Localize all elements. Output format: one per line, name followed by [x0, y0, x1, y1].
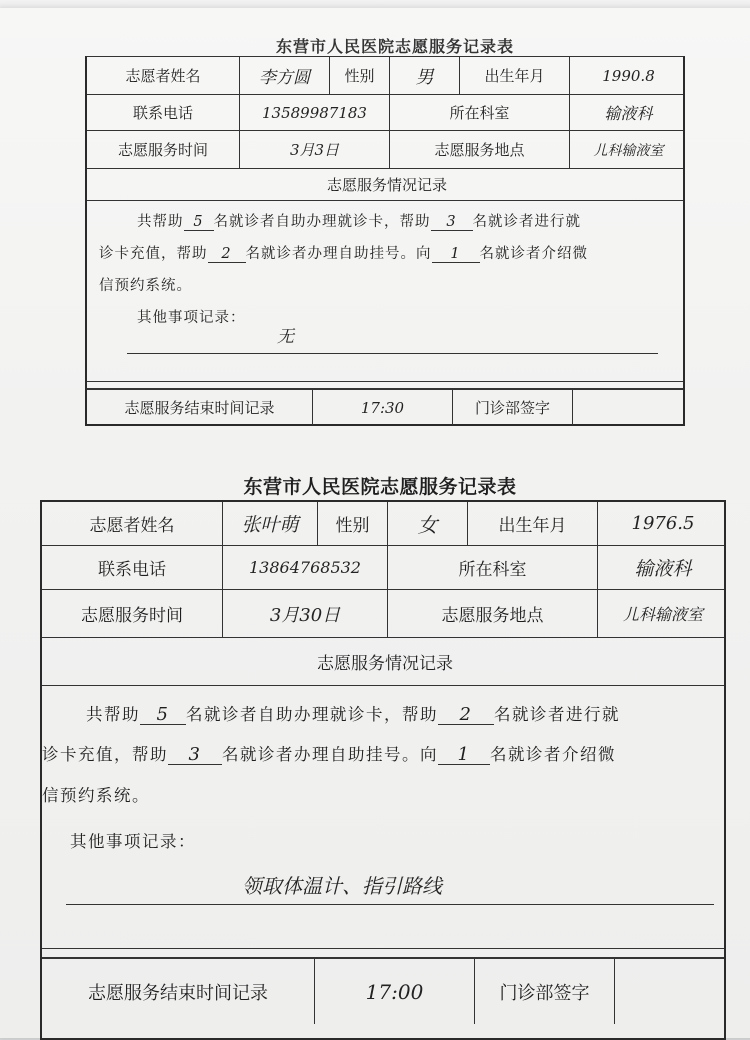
form2-record-header: 志愿服务情况记录: [317, 654, 453, 674]
form1-end-label: 志愿服务结束时间记录: [124, 399, 275, 417]
form2-help-card: 5: [140, 706, 186, 725]
form1: [85, 56, 685, 426]
form1-end-value: 17:30: [312, 390, 452, 425]
form2-sign-value[interactable]: [614, 959, 728, 1024]
form2-end-label: 志愿服务结束时间记录: [88, 982, 268, 1004]
form1-row-record: [87, 201, 683, 389]
form2-other-note: 领取体温计、指引路线: [242, 874, 442, 898]
form2-para-line1: [86, 706, 620, 725]
form2-help-register: 3: [168, 746, 222, 765]
form2-name-label: 志愿者姓名: [89, 516, 175, 536]
form1-birth-label: 出生年月: [459, 57, 569, 94]
form2-text-card: 名就诊者自助办理就诊卡，帮助: [186, 705, 438, 724]
form1-other-label: 其他事项记录：: [137, 310, 246, 326]
form1-text-recharge2: 诊卡充值，帮助: [99, 246, 208, 262]
form2-dept-value: 输液科: [597, 546, 728, 589]
form2-text-recharge1: 名就诊者进行就: [494, 705, 620, 724]
form1-text-card: 名就诊者自助办理就诊卡，帮助: [213, 214, 431, 230]
form1-row-record-header: [87, 169, 683, 201]
form1-note-line: [127, 353, 658, 354]
form2-note-line: [66, 904, 714, 905]
form2-end-value: 17:00: [314, 959, 474, 1024]
form2-place-value: 儿科输液室: [597, 590, 728, 637]
form1-para-line1: [137, 215, 581, 231]
form2-gender-label: 性别: [317, 502, 387, 545]
form2-help-intro: 1: [438, 746, 490, 765]
form1-text-recharge1: 名就诊者进行就: [472, 214, 581, 230]
form2-birth-label: 出生年月: [467, 502, 597, 545]
form1-para-line3: 信预约系统。: [99, 278, 192, 294]
form1-time-value: 3月3日: [239, 131, 389, 168]
form1-place-label: 志愿服务地点: [389, 131, 569, 168]
form1-dept-value: 输液科: [569, 95, 687, 130]
form2-note-line2: [42, 948, 724, 949]
form1-help-card: 5: [184, 215, 214, 231]
form2: [40, 500, 726, 1040]
form2-row-phone: [42, 546, 724, 590]
form2-dept-label: 所在科室: [387, 546, 597, 589]
form1-text-help: 共帮助: [137, 214, 184, 230]
form1-help-recharge: 3: [431, 215, 473, 231]
form1-note-line2: [87, 381, 683, 382]
form1-name-value: 李方圆: [239, 57, 329, 94]
form1-birth-value: 1990.8: [569, 57, 687, 94]
form1-text-register: 名就诊者办理自助挂号。向: [245, 246, 432, 262]
form1-text-intro: 名就诊者介绍微: [479, 246, 588, 262]
form2-row-end: [42, 958, 724, 1024]
form2-phone-label: 联系电话: [98, 560, 166, 580]
form1-row-phone: [87, 95, 683, 131]
form2-sign-label: 门诊部签字: [474, 959, 614, 1024]
paper-sheet: [0, 8, 750, 1038]
form1-row-name: [87, 57, 683, 95]
form1-row-end: [87, 389, 683, 425]
form2-row-time: [42, 590, 724, 638]
form1-gender-label: 性别: [329, 57, 389, 94]
form2-time-label: 志愿服务时间: [81, 606, 183, 626]
form1-sign-value[interactable]: [572, 390, 687, 425]
form2-text-help: 共帮助: [86, 705, 140, 724]
form1-help-register: 2: [208, 247, 246, 263]
form2-gender-value: 女: [387, 502, 467, 545]
form2-text-register: 名就诊者办理自助挂号。向: [222, 745, 438, 764]
form2-help-recharge: 2: [438, 706, 494, 725]
form2-time-value: 3月30日: [222, 590, 387, 637]
form2-phone-value: 13864768532: [222, 546, 387, 589]
form1-help-intro: 1: [432, 247, 480, 263]
form1-title: 东营市人民医院志愿服务记录表: [275, 37, 514, 56]
form1-sign-label: 门诊部签字: [452, 390, 572, 425]
form1-para-line2: [99, 247, 588, 263]
form2-text-recharge2: 诊卡充值，帮助: [42, 745, 168, 764]
form2-row-name: [42, 502, 724, 546]
form2-title: 东营市人民医院志愿服务记录表: [243, 476, 517, 498]
form1-time-label: 志愿服务时间: [117, 141, 208, 159]
form2-row-record-header: [42, 638, 724, 686]
form2-row-record: [42, 686, 724, 958]
form2-para-line2: [42, 746, 616, 765]
form1-gender-value: 男: [389, 57, 459, 94]
form2-place-label: 志愿服务地点: [387, 590, 597, 637]
form1-row-time: [87, 131, 683, 169]
form1-place-value: 儿科输液室: [569, 131, 687, 168]
form1-name-label: 志愿者姓名: [125, 67, 201, 85]
form2-other-label: 其他事项记录：: [70, 832, 196, 851]
form1-dept-label: 所在科室: [389, 95, 569, 130]
form1-phone-label: 联系电话: [132, 104, 193, 122]
form2-text-intro: 名就诊者介绍微: [490, 745, 616, 764]
form2-para-line3: 信预约系统。: [42, 786, 150, 805]
form2-birth-value: 1976.5: [597, 502, 728, 545]
form2-name-value: 张叶萌: [222, 502, 317, 545]
form1-other-note: 无: [277, 327, 294, 347]
form1-phone-value: 13589987183: [239, 95, 389, 130]
form1-record-header: 志愿服务情况记录: [326, 176, 447, 194]
